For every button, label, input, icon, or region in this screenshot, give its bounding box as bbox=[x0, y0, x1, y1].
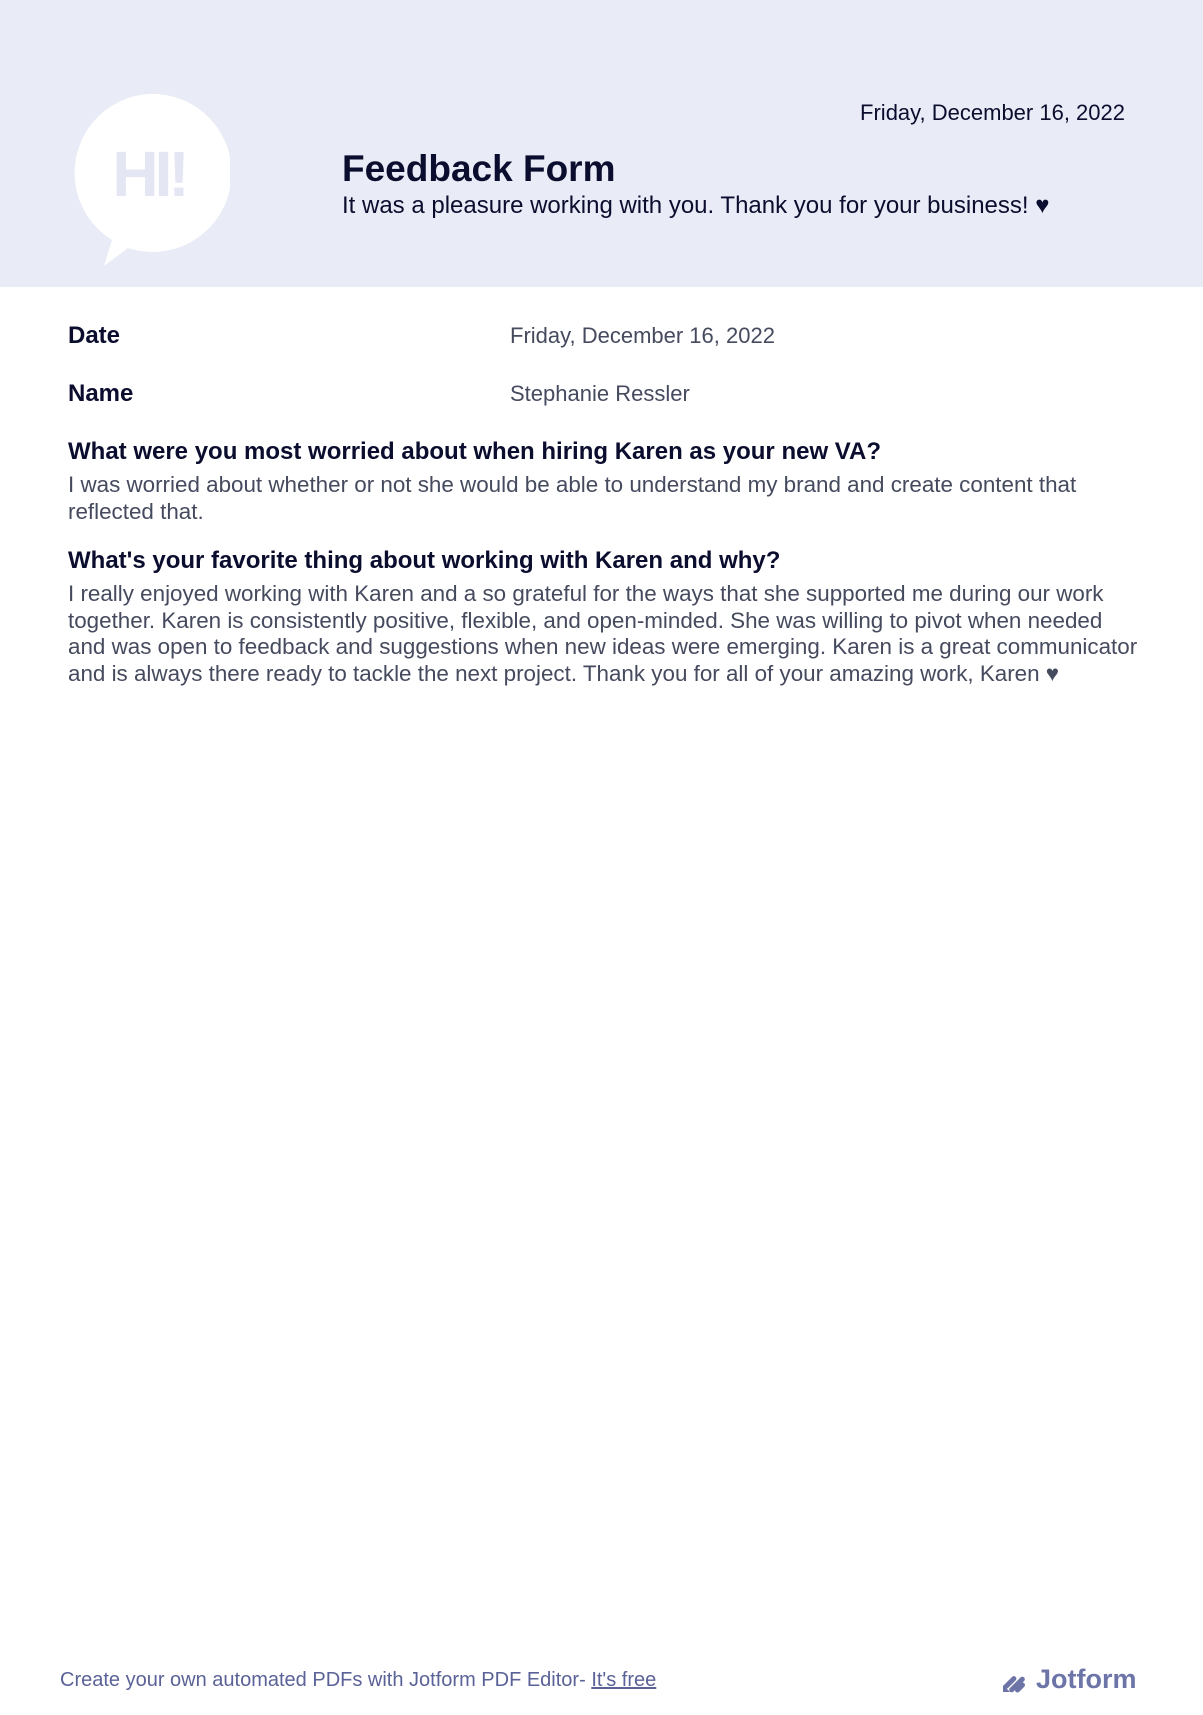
field-value: Friday, December 16, 2022 bbox=[510, 323, 775, 348]
jotform-logo-icon bbox=[1002, 1667, 1028, 1693]
question-block bbox=[68, 438, 1138, 525]
page-subtitle: It was a pleasure working with you. Thank you for your business! ♥ bbox=[342, 192, 1050, 219]
page-title: Feedback Form bbox=[342, 148, 616, 189]
field-row-name bbox=[68, 380, 1138, 438]
field-value: Stephanie Ressler bbox=[510, 381, 690, 406]
field-row-date bbox=[68, 322, 1138, 380]
question-block bbox=[68, 547, 1138, 687]
speech-bubble-icon bbox=[68, 92, 230, 268]
jotform-logo-text: Jotform bbox=[1036, 1664, 1137, 1694]
bubble-text: HI! bbox=[112, 138, 186, 210]
jotform-logo[interactable] bbox=[1002, 1664, 1137, 1695]
question-heading: What's your favorite thing about working with Karen and why? bbox=[68, 547, 781, 574]
form-content bbox=[68, 322, 1138, 709]
header-banner bbox=[0, 0, 1203, 287]
footer-promo bbox=[60, 1669, 656, 1692]
footer-link[interactable]: It's free bbox=[591, 1669, 657, 1691]
field-label: Date bbox=[68, 322, 121, 349]
question-answer: I was worried about whether or not she would be able to understand my brand and create content that reflected that. bbox=[68, 472, 1077, 524]
header-date: Friday, December 16, 2022 bbox=[860, 100, 1125, 125]
question-answer: I really enjoyed working with Karen and a so grateful for the ways that she supported me during our work together. Karen is consistently positive, flexible, and open-minded. She was willing to pivot when needed and was open to feedback and suggestions when new ideas were emerging. Karen is a great communicator and is always there ready to tackle the next project. Thank you for all of your amazing work, Karen ♥ bbox=[68, 581, 1138, 686]
footer-text: Create your own automated PDFs with Jotform PDF Editor- bbox=[60, 1669, 592, 1691]
question-heading: What were you most worried about when hiring Karen as your new VA? bbox=[68, 438, 881, 465]
field-label: Name bbox=[68, 380, 134, 407]
